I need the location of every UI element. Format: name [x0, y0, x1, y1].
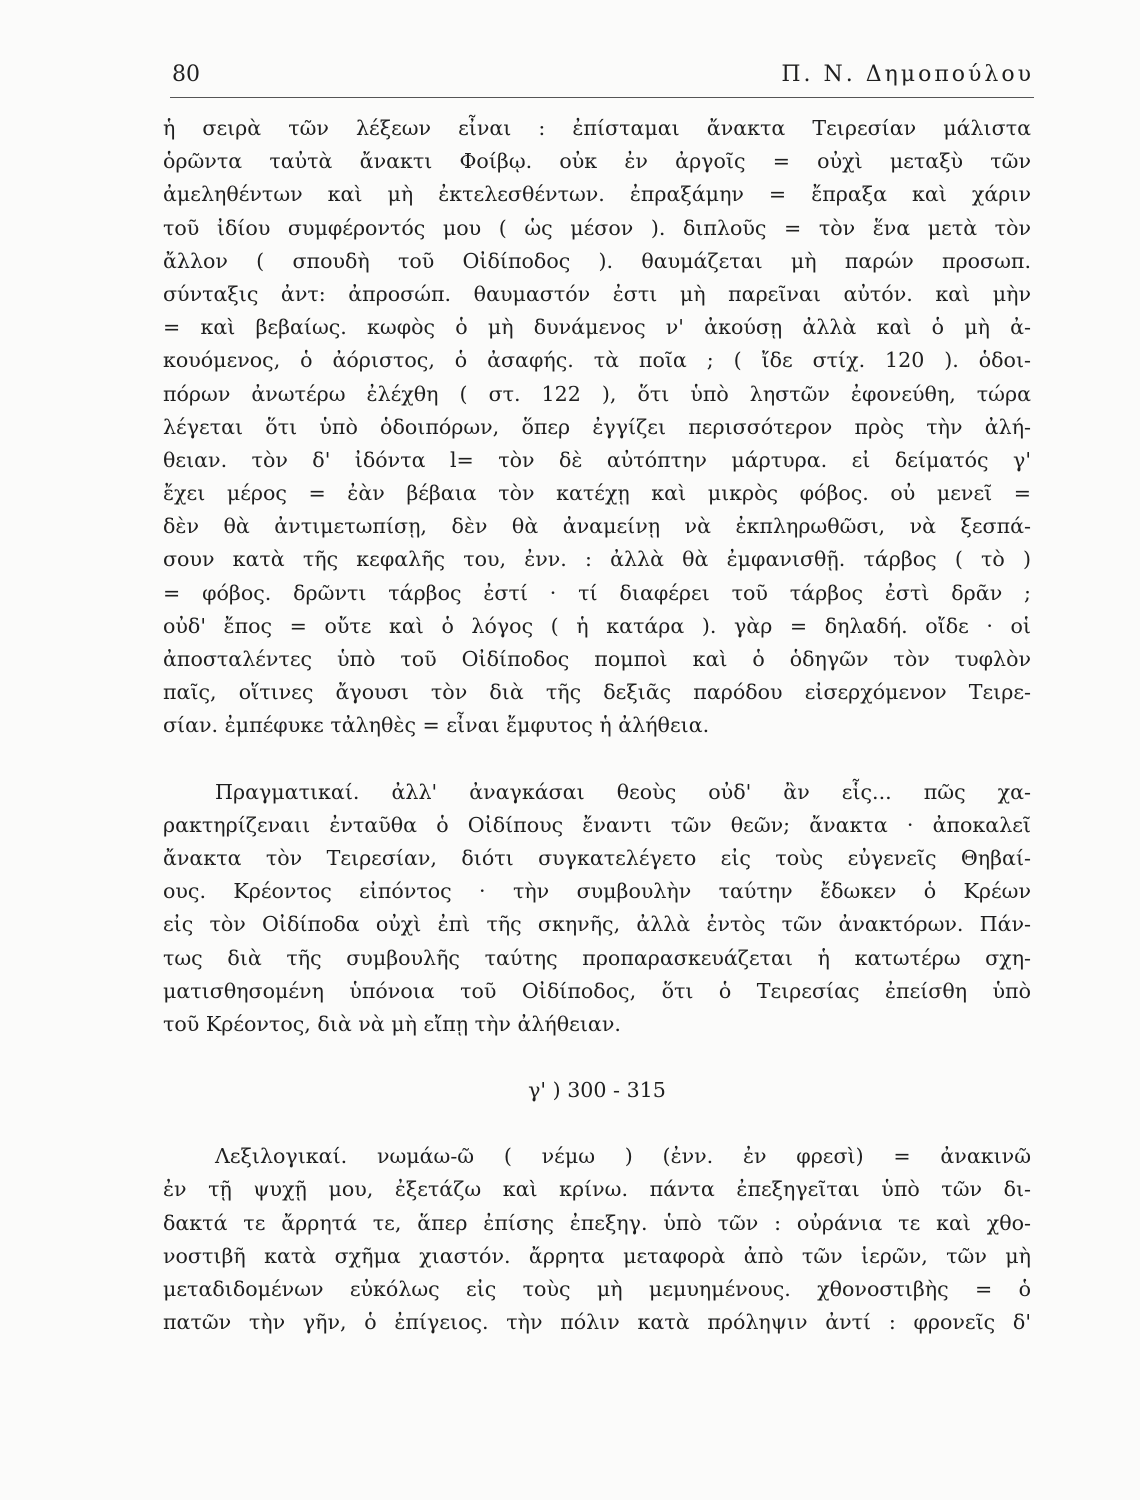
- paragraph-gap: [163, 1107, 1031, 1140]
- text-line: πόρων ἀνωτέρω ἐλέχθη ( στ. 122 ), ὅτι ὑπὸ ληστῶν ἐφονεύθη, τώρα: [163, 381, 1031, 406]
- text-line: = καὶ βεβαίως. κωφὸς ὁ μὴ δυνάμενος ν' ἀκούσῃ ἀλλὰ καὶ ὁ μὴ ἀ-: [163, 315, 1031, 340]
- text-line: ματισθησομένη ὑπόνοια τοῦ Οἰδίποδος, ὅτι ὁ Τειρεσίας ἐπείσθη ὑπὸ: [163, 978, 1031, 1003]
- text-line: νοστιβῆ κατὰ σχῆμα χιαστόν. ἄρρητα μεταφορὰ ἀπὸ τῶν ἱερῶν, τῶν μὴ: [163, 1243, 1031, 1268]
- page-body: [163, 112, 1031, 1339]
- running-head: Π. Ν. Δημοπούλου: [781, 62, 1034, 87]
- text-line: τοῦ ἰδίου συμφέροντός μου ( ὡς μέσον ). διπλοῦς = τὸν ἕνα μετὰ τὸν: [163, 215, 1031, 240]
- text-line: ους. Κρέοντος εἰπόντος · τὴν συμβουλὴν ταύτην ἔδωκεν ὁ Κρέων: [163, 879, 1031, 904]
- text-line: ἄλλον ( σπουδὴ τοῦ Οἰδίποδος ). θαυμάζεται μὴ παρών προσωπ.: [163, 248, 1031, 273]
- text-line: σύνταξις ἀντ: ἀπροσώπ. θαυμαστόν ἐστι μὴ παρεῖναι αὐτόν. καὶ μὴν: [163, 281, 1031, 306]
- text-line: δὲν θὰ ἀντιμετωπίσῃ, δὲν θὰ ἀναμείνῃ νὰ ἐκπληρωθῶσι, νὰ ξεσπά-: [163, 514, 1031, 539]
- text-line: σουν κατὰ τῆς κεφαλῆς του, ἐνν. : ἀλλὰ θὰ ἐμφανισθῇ. τάρβος ( τὸ ): [163, 547, 1031, 572]
- text-line: πατῶν τὴν γῆν, ὁ ἐπίγειος. τὴν πόλιν κατὰ πρόληψιν ἀντί : φρονεῖς δ': [163, 1310, 1031, 1335]
- text-line: ὁρῶντα ταὐτὰ ἄνακτι Φοίβῳ. οὐκ ἐν ἀργοῖς = οὐχὶ μεταξὺ τῶν: [163, 149, 1031, 174]
- text-line: κουόμενος, ὁ ἀόριστος, ὁ ἀσαφής. τὰ ποῖα ; ( ἴδε στίχ. 120 ). ὁδοι-: [163, 348, 1031, 373]
- section-heading: γ' ) 300 - 315: [528, 1078, 666, 1103]
- text-line: σίαν. ἐμπέφυκε τἀληθὲς = εἶναι ἔμφυτος ἡ ἀλήθεια.: [163, 713, 710, 738]
- text-line: δακτά τε ἄρρητά τε, ἅπερ ἐπίσης ἐπεξηγ. ὑπὸ τῶν : οὐράνια τε καὶ χθο-: [163, 1210, 1031, 1235]
- text-line: λέγεται ὅτι ὑπὸ ὁδοιπόρων, ὅπερ ἐγγίζει περισσότερον πρὸς τὴν ἀλή-: [163, 414, 1031, 439]
- paragraph-heading-line: Λεξιλογικαί. νωμάω-ῶ ( νέμω ) (ἐνν. ἐν φρεσὶ) = ἀνακινῶ: [215, 1144, 1031, 1169]
- page-number: 80: [172, 62, 200, 87]
- text-line: οὐδ' ἔπος = οὔτε καὶ ὁ λόγος ( ἡ κατάρα ). γὰρ = δηλαδή. οἴδε · οἱ: [163, 613, 1031, 638]
- paragraph-gap: [163, 743, 1031, 776]
- text-line: = φόβος. δρῶντι τάρβος ἐστί · τί διαφέρει τοῦ τάρβος ἐστὶ δρᾶν ;: [163, 580, 1031, 605]
- paragraph-heading-line: Πραγματικαί. ἀλλ' ἀναγκάσαι θεοὺς οὐδ' ἂν εἷς... πῶς χα-: [215, 779, 1031, 804]
- header-rule: [170, 97, 1034, 98]
- text-line: ἐν τῇ ψυχῇ μου, ἐξετάζω καὶ κρίνω. πάντα ἐπεξηγεῖται ὑπὸ τῶν δι-: [163, 1177, 1031, 1202]
- text-line: μεταδιδομένων εὐκόλως εἰς τοὺς μὴ μεμυημένους. χθονοστιβὴς = ὁ: [163, 1277, 1031, 1301]
- text-line: ἔχει μέρος = ἐὰν βέβαια τὸν κατέχῃ καὶ μικρὸς φόβος. οὐ μενεῖ =: [163, 481, 1031, 506]
- text-line: εἰς τὸν Οἰδίποδα οὐχὶ ἐπὶ τῆς σκηνῆς, ἀλλὰ ἐντὸς τῶν ἀνακτόρων. Πάν-: [163, 912, 1031, 937]
- paragraph-gap: [163, 1041, 1031, 1074]
- page-header: [170, 62, 1034, 96]
- text-line: ρακτηρίζεναιι ἐνταῦθα ὁ Οἰδίπους ἔναντι τῶν θεῶν; ἄνακτα · ἀποκαλεῖ: [163, 812, 1031, 837]
- text-line: ἀμεληθέντων καὶ μὴ ἐκτελεσθέντων. ἐπραξάμην = ἔπραξα καὶ χάριν: [163, 182, 1031, 207]
- text-line: τως διὰ τῆς συμβουλῆς ταύτης προπαρασκευάζεται ἡ κατωτέρω σχη-: [163, 945, 1031, 970]
- text-line: θειαν. τὸν δ' ἰδόντα l= τὸν δὲ αὐτόπτην μάρτυρα. εἰ δείματός γ': [163, 447, 1031, 472]
- text-line: παῖς, οἵτινες ἄγουσι τὸν διὰ τῆς δεξιᾶς παρόδου εἰσερχόμενον Τειρε-: [163, 680, 1031, 705]
- text-line: ἄνακτα τὸν Τειρεσίαν, διότι συγκατελέγετο εἰς τοὺς εὐγενεῖς Θηβαί-: [163, 845, 1031, 870]
- text-line: ἀποσταλέντες ὑπὸ τοῦ Οἰδίποδος πομποὶ καὶ ὁ ὁδηγῶν τὸν τυφλὸν: [163, 647, 1031, 671]
- text-line: ἡ σειρὰ τῶν λέξεων εἶναι : ἐπίσταμαι ἄνακτα Τειρεσίαν μάλιστα: [163, 116, 1031, 140]
- text-line: τοῦ Κρέοντος, διὰ νὰ μὴ εἴπῃ τὴν ἀλήθειαν.: [163, 1011, 621, 1036]
